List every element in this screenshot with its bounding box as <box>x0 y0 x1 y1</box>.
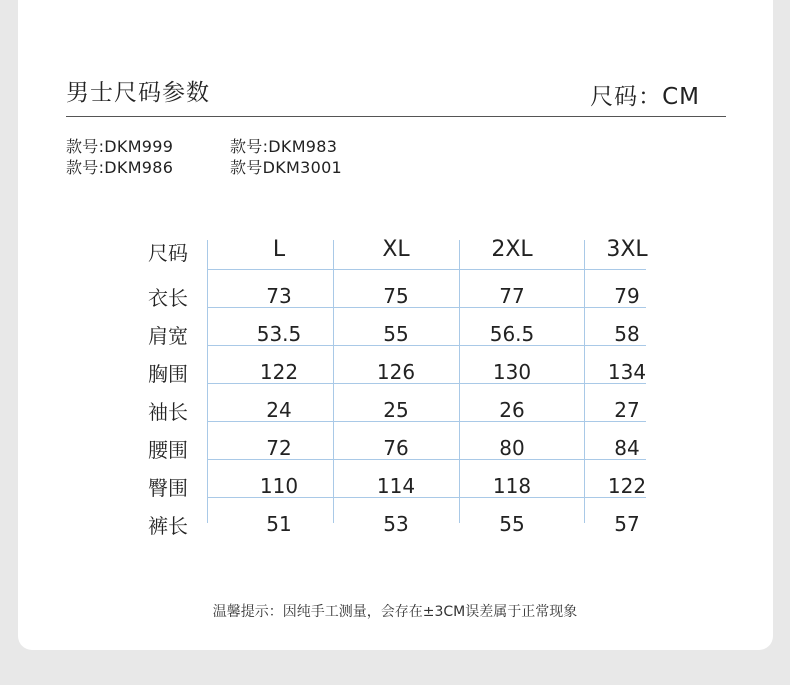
table-cell: 75 <box>383 284 409 308</box>
model-number: 款号:DKM983 <box>230 137 338 156</box>
table-cell: 25 <box>383 398 409 422</box>
table-cell: 24 <box>266 398 292 422</box>
table-cell: 26 <box>499 398 525 422</box>
table-row-label: 肩宽 <box>148 324 188 348</box>
table-cell: 57 <box>614 512 640 536</box>
measurement-note: 温馨提示：因纯手工测量，会存在±3CM误差属于正常现象 <box>212 604 578 620</box>
table-cell: 55 <box>499 512 525 536</box>
model-number: 款号:DKM986 <box>66 158 174 177</box>
table-corner-header: 尺码 <box>148 241 188 265</box>
table-cell: 114 <box>376 474 416 498</box>
table-cell: 130 <box>492 360 532 384</box>
table-cell: 51 <box>266 512 292 536</box>
table-column-divider <box>584 240 585 523</box>
unit-label: 尺码：CM <box>590 84 700 110</box>
table-cell: 55 <box>383 322 409 346</box>
table-cell: 126 <box>376 360 416 384</box>
table-column-header: L <box>272 237 286 262</box>
table-cell: 53 <box>383 512 409 536</box>
table-cell: 122 <box>607 474 647 498</box>
table-cell: 110 <box>259 474 299 498</box>
table-column-divider <box>207 240 208 523</box>
table-cell: 79 <box>614 284 640 308</box>
table-cell: 73 <box>266 284 292 308</box>
model-number: 款号:DKM999 <box>66 137 174 156</box>
table-cell: 118 <box>492 474 532 498</box>
table-cell: 122 <box>259 360 299 384</box>
table-cell: 27 <box>614 398 640 422</box>
table-cell: 84 <box>614 436 640 460</box>
table-cell: 72 <box>266 436 292 460</box>
table-row-label: 腰围 <box>148 438 188 462</box>
table-row-label: 袖长 <box>148 400 188 424</box>
table-cell: 76 <box>383 436 409 460</box>
table-cell: 53.5 <box>256 322 302 346</box>
page-title: 男士尺码参数 <box>66 80 210 106</box>
table-column-header: 3XL <box>606 237 648 262</box>
model-number: 款号DKM3001 <box>230 158 343 177</box>
table-row-label: 衣长 <box>148 286 188 310</box>
table-cell: 56.5 <box>489 322 535 346</box>
table-cell: 80 <box>499 436 525 460</box>
table-row-label: 裤长 <box>148 514 188 538</box>
table-cell: 58 <box>614 322 640 346</box>
table-cell: 134 <box>607 360 647 384</box>
table-row-label: 胸围 <box>148 362 188 386</box>
table-column-header: XL <box>382 237 410 262</box>
table-column-header: 2XL <box>491 237 533 262</box>
table-column-divider <box>333 240 334 523</box>
table-row-label: 臀围 <box>148 476 188 500</box>
table-row-divider <box>207 269 646 270</box>
table-cell: 77 <box>499 284 525 308</box>
table-column-divider <box>459 240 460 523</box>
